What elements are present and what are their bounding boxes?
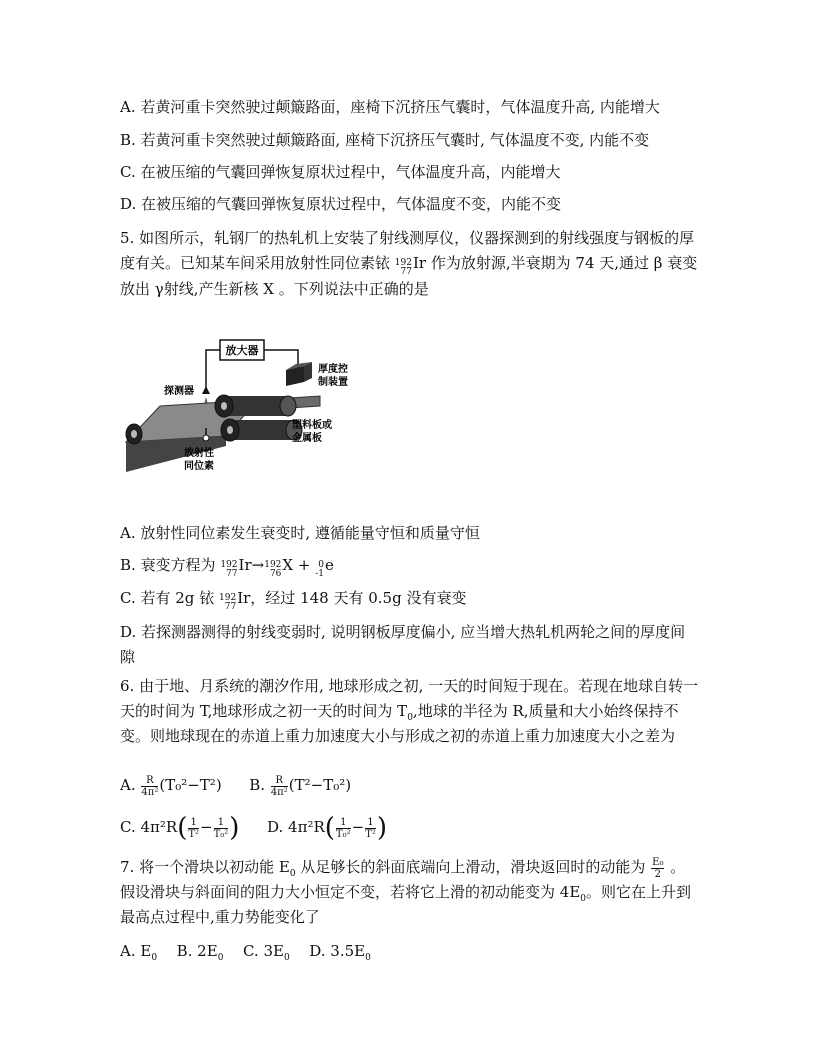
q5-c-nuclide: 192 77	[219, 593, 237, 612]
q4-option-c: C. 在被压缩的气囊回弹恢复原状过程中，气体温度升高，内能增大	[120, 163, 561, 181]
q6-T: T	[199, 702, 208, 720]
q7-option-b: B. $2E_0$	[176, 942, 224, 963]
q7-options	[120, 940, 700, 962]
roller-top	[215, 395, 296, 417]
q7-stem-part1: 7. 将一个滑块以初动能	[120, 858, 275, 876]
q5-c-mid: 铱	[199, 589, 215, 607]
q5-b-daughter: X	[282, 556, 294, 574]
q7-fraction: $\frac{\text{E₀}}{2}$	[652, 856, 664, 880]
detector-icon	[202, 386, 210, 394]
q7-stem-part2: 从足够长的斜面底端向上滑动，滑块返回时的动能为	[300, 858, 646, 876]
q5-isotope-symbol: Ir	[412, 254, 427, 272]
q5-c-symbol: Ir	[237, 589, 251, 607]
q4-option-d: D. 在被压缩的气囊回弹恢复原状过程中，气体温度不变，内能不变	[120, 195, 562, 213]
source-label-2: 同位素	[184, 461, 214, 472]
q7-option-d: D. $3.5E_0$	[309, 942, 371, 963]
q5-stem	[120, 226, 700, 302]
q5-b-electron-nuclide: 0 -1	[315, 560, 325, 579]
q6-options-cd	[120, 810, 700, 845]
q4-option-b: B. 若黄河重卡突然驶过颠簸路面, 座椅下沉挤压气囊时, 气体温度不变, 内能不变	[120, 131, 650, 149]
q6-R: R	[512, 702, 524, 720]
plate-label-2: 金属板	[292, 433, 322, 444]
q7-option-a: A. $E_0$	[120, 942, 158, 963]
q5-c-mass1: 2g	[175, 589, 195, 607]
q5-b-parent-nuclide: 192 77	[220, 560, 238, 579]
q5-c-mass2: 0.5g	[368, 589, 402, 607]
q6-option-c: C. 4π²R( $\frac{1}{\text{T²}}$ − $\frac{1}{\text{T₀²}}$ )	[120, 813, 240, 843]
q7-stem	[120, 855, 700, 930]
q6-T0: $T_0$	[397, 702, 413, 723]
q5-stem-part1: 5. 如图所示，轧钢厂的热轧机上安装了射线测厚仪，仪器探测到的射线强度与钢板的厚度有关。已知某车间采用放射性同位素铱	[120, 229, 695, 272]
q5-b-daughter-nuclide: 192 76	[264, 560, 282, 579]
source-icon	[203, 435, 209, 441]
amplifier-label: 放大器	[225, 344, 259, 357]
q7-option-c: C. $3E_0$	[242, 942, 290, 963]
rolling-mill-figure	[120, 332, 360, 480]
q6-stem-part1: 6. 由于地、月系统的潮汐作用, 地球形成之初, 一天的时间短于现在。若现在地球自转一天的时间为	[120, 677, 699, 720]
q5-b-plus: +	[297, 556, 311, 574]
q6-stem-part4: ,质量和大小始终保持不变。则地球现在的赤道上重力加速度大小与形成之初的赤道上重力加速度大小之差为	[120, 702, 679, 745]
q5-c-end: 没有衰变	[406, 589, 467, 607]
q6-option-a: A. $\frac{R}{\text{4π²}}$ (T₀²−T²)	[120, 774, 222, 798]
q6-stem-part2: ,地球形成之初一天的时间为	[207, 702, 393, 720]
q5-c-suffix: ，经过 148 天有	[250, 589, 364, 607]
source-label-1: 放射性	[184, 448, 214, 459]
control-label-1: 厚度控	[318, 364, 348, 375]
rolling-mill-diagram	[120, 332, 360, 480]
control-label-2: 制装置	[318, 377, 348, 388]
q6-stem-part3: ,地球的半径为	[412, 702, 508, 720]
q5-c-prefix: C. 若有	[120, 589, 171, 607]
q5-isotope-nuclide: 192 77	[394, 258, 412, 277]
q5-option-b	[120, 554, 700, 579]
q5-option-b-prefix: B. 衰变方程为	[120, 556, 216, 574]
q5-b-electron: e	[325, 556, 334, 574]
q5-option-c	[120, 587, 700, 612]
q6-stem	[120, 674, 700, 749]
q5-b-arrow: →	[251, 556, 265, 574]
q6-option-b: B. $\frac{R}{\text{4π²}}$ (T²−T₀²)	[249, 774, 352, 798]
q6-option-d: D. 4π²R( $\frac{1}{\text{T₀²}}$ − $\frac{1}{\text{T²}}$ )	[267, 813, 388, 843]
q4-option-a: A. 若黄河重卡突然驶过颠簸路面，座椅下沉挤压气囊时，气体温度升高, 内能增大	[120, 98, 660, 116]
q7-stem-part4: 。则它在上升到最高点过程中,重力势能变化了	[120, 883, 692, 926]
q7-4E0: $4E_0$	[559, 883, 587, 904]
q5-stem-part2: 作为放射源,半衰期为 74 天,通过 β 衰变放出 γ射线,产生新核 X 。下列说法中正确的是	[120, 254, 698, 298]
q7-E0: $E_0$	[278, 858, 296, 879]
plate-label-1: 塑料板或	[292, 420, 332, 431]
roller-bottom	[221, 419, 302, 441]
q5-option-a: A. 放射性同位素发生衰变时, 遵循能量守恒和质量守恒	[120, 524, 480, 542]
q5-b-parent: Ir	[238, 556, 252, 574]
q5-option-d: D. 若探测器测得的射线变弱时, 说明钢板厚度偏小, 应当增大热轧机两轮之间的厚度间隙	[120, 623, 686, 666]
detector-label: 探测器	[164, 386, 194, 397]
q6-options-ab	[120, 770, 700, 800]
q7-stem-part3: 。假设滑块与斜面间的阻力大小恒定不变，若将它上滑的初动能变为	[120, 858, 686, 901]
roller-left	[126, 424, 142, 444]
